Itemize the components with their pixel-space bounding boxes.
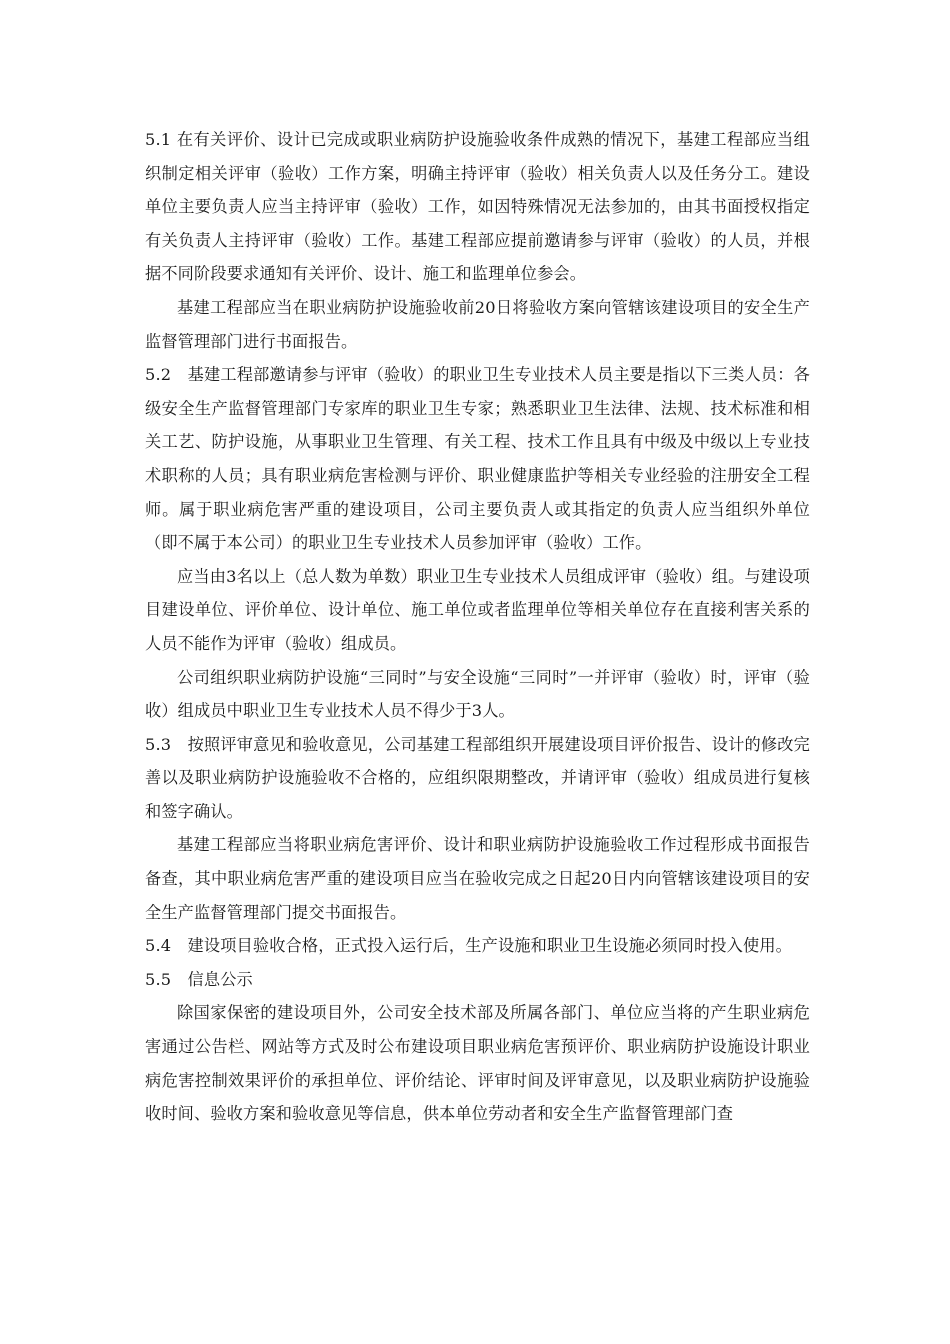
paragraph-information-disclosure: 除国家保密的建设项目外，公司安全技术部及所属各部门、单位应当将的产生职业病危害通过公告栏、网站等方式及时公布建设项目职业病危害预评价、职业病防护设施设计职业病危害控制效果评价的承担单位、评价结论、评审时间及评审意见，以及职业病防护设施验收时间、验收方案和验收意见等信息，供本单位劳动者和安全生产监督管理部门查 <box>145 1003 810 1124</box>
paragraph-report-deadline: 基建工程部应当在职业病防护设施验收前20日将验收方案向管辖该建设项目的安全生产监督管理部门进行书面报告。 <box>145 297 810 351</box>
paragraph-5-2: 5.2 基建工程部邀请参与评审（验收）的职业卫生专业技术人员主要是指以下三类人员：各级安全生产监督管理部门专家库的职业卫生专家；熟悉职业卫生法律、法规、技术标准和相关工艺、防护设施，从事职业卫生管理、有关工程、技术工作且具有中级及中级以上专业技术职称的人员；具有职业病危害检测与评价、职业健康监护等相关专业经验的注册安全工程师。属于职业病危害严重的建设项目，公司主要负责人或其指定的负责人应当组织外单位（即不属于本公司）的职业卫生专业技术人员参加评审（验收）工作。 <box>145 365 810 553</box>
paragraph-5-4: 5.4 建设项目验收合格，正式投入运行后，生产设施和职业卫生设施必须同时投入使用。 <box>145 936 793 956</box>
section-heading-5-5: 5.5 信息公示 <box>145 969 253 989</box>
paragraph-5-1: 5.1 在有关评价、设计已完成或职业病防护设施验收条件成熟的情况下，基建工程部应当组织制定相关评审（验收）工作方案，明确主持评审（验收）相关负责人以及任务分工。建设单位主要负责人应当主持评审（验收）工作，如因特殊情况无法参加的，由其书面授权指定有关负责人主持评审（验收）工作。基建工程部应提前邀请参与评审（验收）的人员，并根据不同阶段要求通知有关评价、设计、施工和监理单位参会。 <box>145 130 810 284</box>
paragraph-review-group: 应当由3名以上（总人数为单数）职业卫生专业技术人员组成评审（验收）组。与建设项目建设单位、评价单位、设计单位、施工单位或者监理单位等相关单位存在直接利害关系的人员不能作为评审（验收）组成员。 <box>145 566 810 653</box>
document-body <box>145 123 810 1131</box>
paragraph-5-3: 5.3 按照评审意见和验收意见，公司基建工程部组织开展建设项目评价报告、设计的修改完善以及职业病防护设施验收不合格的，应组织限期整改，并请评审（验收）组成员进行复核和签字确认。 <box>145 734 810 821</box>
paragraph-three-simultaneous: 公司组织职业病防护设施“三同时”与安全设施“三同时”一并评审（验收）时，评审（验收）组成员中职业卫生专业技术人员不得少于3人。 <box>145 667 810 721</box>
paragraph-written-report: 基建工程部应当将职业病危害评价、设计和职业病防护设施验收工作过程形成书面报告备查，其中职业病危害严重的建设项目应当在验收完成之日起20日内向管辖该建设项目的安全生产监督管理部门提交书面报告。 <box>145 835 810 922</box>
